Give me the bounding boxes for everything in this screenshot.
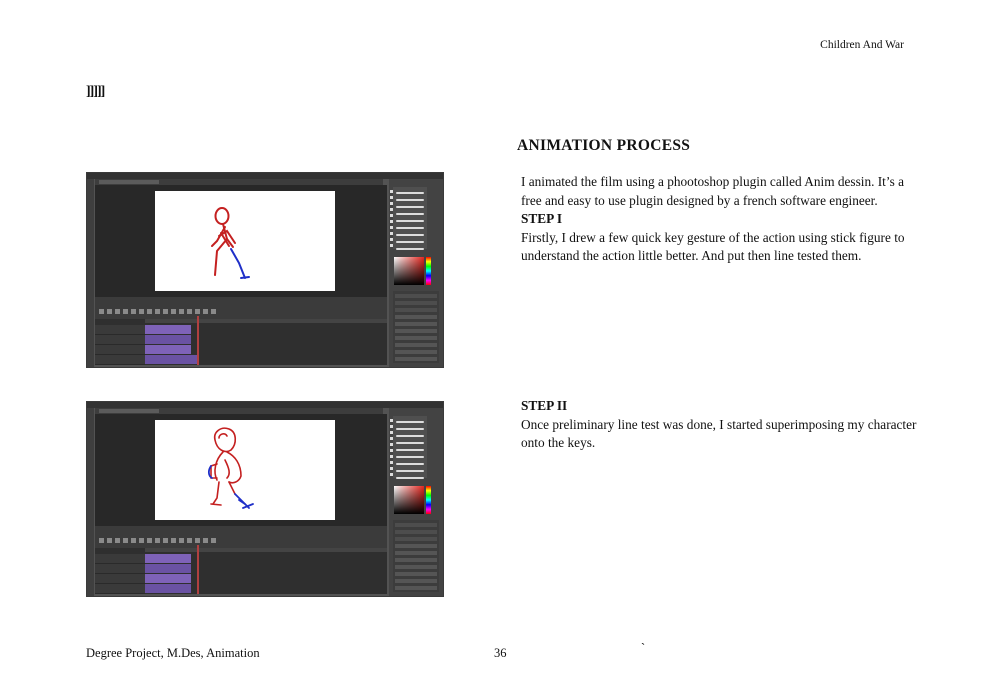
running-header: Children And War xyxy=(820,39,904,51)
timeline-controls xyxy=(95,526,387,548)
step1-text: Firstly, I drew a few quick key gesture of the action using stick figure to understand the action little better. And put then line tested them. xyxy=(521,229,905,263)
screenshot-step-1 xyxy=(86,172,444,368)
color-picker xyxy=(394,486,424,514)
timeline xyxy=(95,319,387,365)
screenshot-step-2 xyxy=(86,401,444,597)
step1-block xyxy=(521,173,921,266)
layers-panel xyxy=(393,520,439,592)
step2-text: Once preliminary line test was done, I started superimposing my character onto the keys. xyxy=(521,416,917,450)
layers-panel xyxy=(393,291,439,363)
section-title: ANIMATION PROCESS xyxy=(517,137,691,154)
step2-block xyxy=(521,397,921,453)
step1-heading: STEP I xyxy=(521,211,563,226)
intro-paragraph: I animated the film using a phootoshop plugin called Anim dessin. It’s a free and easy to use plugin designed by a french software engineer. xyxy=(521,174,904,208)
bracket-marks: ]]]]] xyxy=(86,84,105,99)
page-number: 36 xyxy=(494,646,507,660)
footer-left: Degree Project, M.Des, Animation xyxy=(86,646,260,660)
character-sketch-drawing xyxy=(155,420,335,520)
step2-heading: STEP II xyxy=(521,398,568,413)
footer-mark: ` xyxy=(641,641,646,655)
timeline-controls xyxy=(95,297,387,319)
canvas-stick-figure xyxy=(155,191,335,291)
stick-figure-drawing xyxy=(155,191,335,291)
canvas-character-sketch xyxy=(155,420,335,520)
color-picker xyxy=(394,257,424,285)
timeline xyxy=(95,548,387,594)
